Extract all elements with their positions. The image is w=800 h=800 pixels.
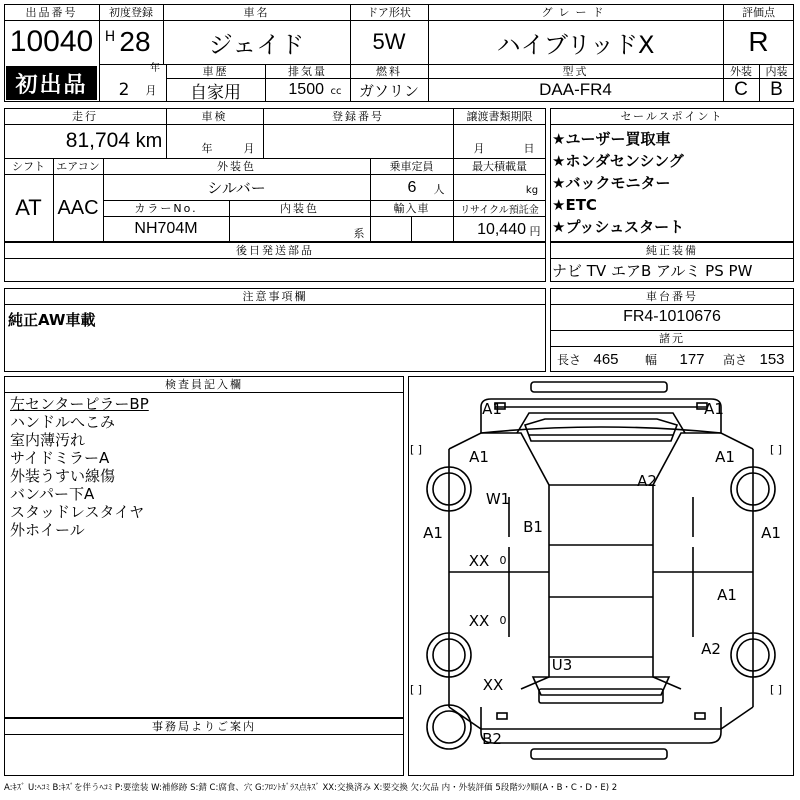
mileage-label: 走行	[72, 110, 98, 123]
mark-paren-right-top: [ ]	[769, 442, 783, 456]
month-unit: 月	[145, 84, 157, 97]
capacity: 6	[407, 179, 417, 196]
inspector-note: 外ホイール	[10, 521, 85, 539]
sales-point: ★ユーザー買取車	[552, 130, 671, 148]
recycle-label: リサイクル預託金	[460, 204, 539, 216]
mark-door-left-2: XX	[468, 613, 490, 629]
inspector-note: バンパー下A	[10, 485, 95, 503]
exterior-score: C	[734, 79, 748, 100]
caution-value: 純正AW車載	[8, 310, 96, 329]
door-type: 5W	[372, 29, 406, 54]
mark-paren-left-bottom: [ ]	[409, 682, 423, 696]
mark-fender-right: A1	[715, 449, 735, 465]
mark-rear-bottom: B2	[482, 731, 502, 747]
inspector-note: サイドミラーA	[10, 449, 110, 467]
mark-quarter-right: A2	[701, 641, 721, 657]
legend: A:ｷｽﾞ U:ﾍｺﾐ B:ｷｽﾞを伴うﾍｺﾐ P:要塗装 W:補修跡 S:錆 C:腐食、穴 G:ﾌﾛﾝﾄｶﾞﾗｽ点ｷｽﾞ XX:交換済み X:要交換 欠:欠品 内・外装評価 5段階ﾗﾝｸ順(A・B・C・D・E) 2	[4, 783, 618, 793]
color-no: NH704M	[134, 220, 198, 237]
mark-roof: U3	[551, 657, 573, 673]
inspector-note: 外装うすい線傷	[10, 467, 116, 485]
mark-door-right-side: A1	[761, 525, 781, 541]
shift: AT	[15, 195, 42, 220]
car-name: ジェイド	[208, 30, 305, 59]
chassis-number: FR4-1010676	[623, 308, 721, 325]
mark-door-right-2: A1	[717, 587, 737, 603]
transfer-day-unit: 日	[523, 142, 535, 155]
equipment-value: ナビ TV エアB アルミ PS PW	[552, 261, 753, 280]
sales-point: ★ETC	[552, 196, 597, 214]
mark-fender-left: A1	[469, 449, 489, 465]
sales-point: ★バックモニター	[552, 174, 671, 192]
first-reg-label: 初度登録	[109, 6, 153, 19]
sales-points-label: セールスポイント	[620, 110, 724, 123]
chassis-label: 車台番号	[646, 290, 698, 303]
insp-year-unit: 年	[201, 142, 213, 155]
recycle-unit: 円	[529, 225, 541, 238]
inspector-note: スタッドレスタイヤ	[10, 503, 145, 521]
load-unit: kg	[525, 184, 539, 196]
mark-front-left: A1	[482, 401, 502, 417]
door-label: ドア形状	[367, 6, 411, 19]
interior-score: B	[770, 79, 783, 100]
model: DAA-FR4	[539, 80, 612, 99]
mark-pillar-w: W1	[485, 491, 511, 507]
transfer-month-unit: 月	[473, 142, 485, 155]
mark-paren-left-top: [ ]	[409, 442, 423, 456]
ext-color-label: 外装色	[217, 160, 256, 173]
lot-no-label: 出品番号	[25, 6, 78, 19]
history: 自家用	[190, 82, 241, 102]
mark-small-b: 0	[499, 613, 507, 627]
recycle-amount: 10,440	[477, 221, 526, 238]
first-listing-badge: 初出品	[6, 66, 97, 100]
history-label: 車歴	[202, 65, 229, 78]
sales-points-list	[552, 128, 792, 238]
era: H	[104, 29, 116, 45]
equipment-label: 純正装備	[646, 244, 698, 257]
int-color-unit: 系	[353, 227, 365, 240]
first-reg-month: 2	[118, 80, 130, 100]
sales-point: ★プッシュスタート	[552, 218, 685, 236]
interior-label: 内装	[765, 65, 788, 78]
length-value: 465	[593, 350, 619, 368]
office-label: 事務局よりご案内	[152, 720, 256, 733]
model-label: 型式	[562, 65, 589, 78]
mark-door-left-1: XX	[468, 553, 490, 569]
width-value: 177	[679, 350, 705, 368]
load-label: 最大積載量	[472, 160, 527, 173]
inspector-label: 検査員記入欄	[165, 378, 243, 391]
dims-label: 諸元	[659, 332, 685, 345]
damage-diagram	[408, 376, 794, 776]
reg-no-label: 登録番号	[332, 110, 384, 123]
mark-rear-left: XX	[482, 677, 504, 693]
mark-hood: A2	[637, 473, 657, 489]
mileage: 81,704	[65, 129, 130, 152]
ac: AAC	[57, 196, 99, 219]
inspector-note: 室内薄汚れ	[10, 431, 86, 449]
color-no-label: カラーNo.	[134, 202, 198, 215]
mark-door-left-side: A1	[423, 525, 443, 541]
mark-front-right: A1	[704, 401, 724, 417]
capacity-label: 乗車定員	[389, 160, 434, 173]
shift-label: シフト	[12, 160, 45, 173]
car-name-label: 車名	[243, 6, 270, 19]
grade: ハイブリッドX	[496, 30, 655, 59]
later-parts-label: 後日発送部品	[236, 244, 314, 257]
displacement-unit: cc	[330, 85, 342, 97]
mileage-unit: km	[135, 129, 163, 152]
ext-color: シルバー	[207, 178, 266, 197]
mark-paren-right-bottom: [ ]	[769, 682, 783, 696]
mark-pillar-b: B1	[523, 519, 543, 535]
height-value: 153	[759, 350, 785, 368]
length-label: 長さ	[556, 352, 581, 367]
insp-month-unit: 月	[243, 142, 255, 155]
height-label: 高さ	[722, 352, 747, 367]
car-outline-svg	[409, 377, 793, 775]
caution-label: 注意事項欄	[242, 290, 308, 303]
score: R	[748, 26, 769, 57]
width-label: 幅	[644, 352, 657, 367]
inspector-notes	[10, 395, 400, 539]
exterior-label: 外装	[730, 65, 752, 78]
displacement: 1500	[288, 81, 324, 98]
grade-label: グレード	[541, 6, 610, 19]
fuel-label: 燃料	[376, 65, 402, 78]
transfer-label: 譲渡書類期限	[466, 110, 533, 123]
import-label: 輸入車	[393, 202, 430, 215]
inspection-label: 車検	[201, 110, 228, 123]
score-label: 評価点	[742, 6, 775, 19]
int-color-label: 内装色	[280, 202, 319, 215]
mark-small-a: 0	[499, 553, 507, 567]
displacement-label: 排気量	[288, 65, 327, 78]
inspector-note: 左センターピラーBP	[10, 395, 149, 413]
fuel: ガソリン	[358, 81, 419, 100]
ac-label: エアコン	[56, 160, 100, 173]
lot-no: 10040	[9, 25, 94, 58]
first-reg-year: 28	[119, 26, 151, 57]
capacity-unit: 人	[433, 183, 445, 196]
sales-point: ★ホンダセンシング	[552, 152, 684, 170]
inspector-note: ハンドルへこみ	[10, 413, 116, 431]
year-unit: 年	[150, 62, 160, 72]
